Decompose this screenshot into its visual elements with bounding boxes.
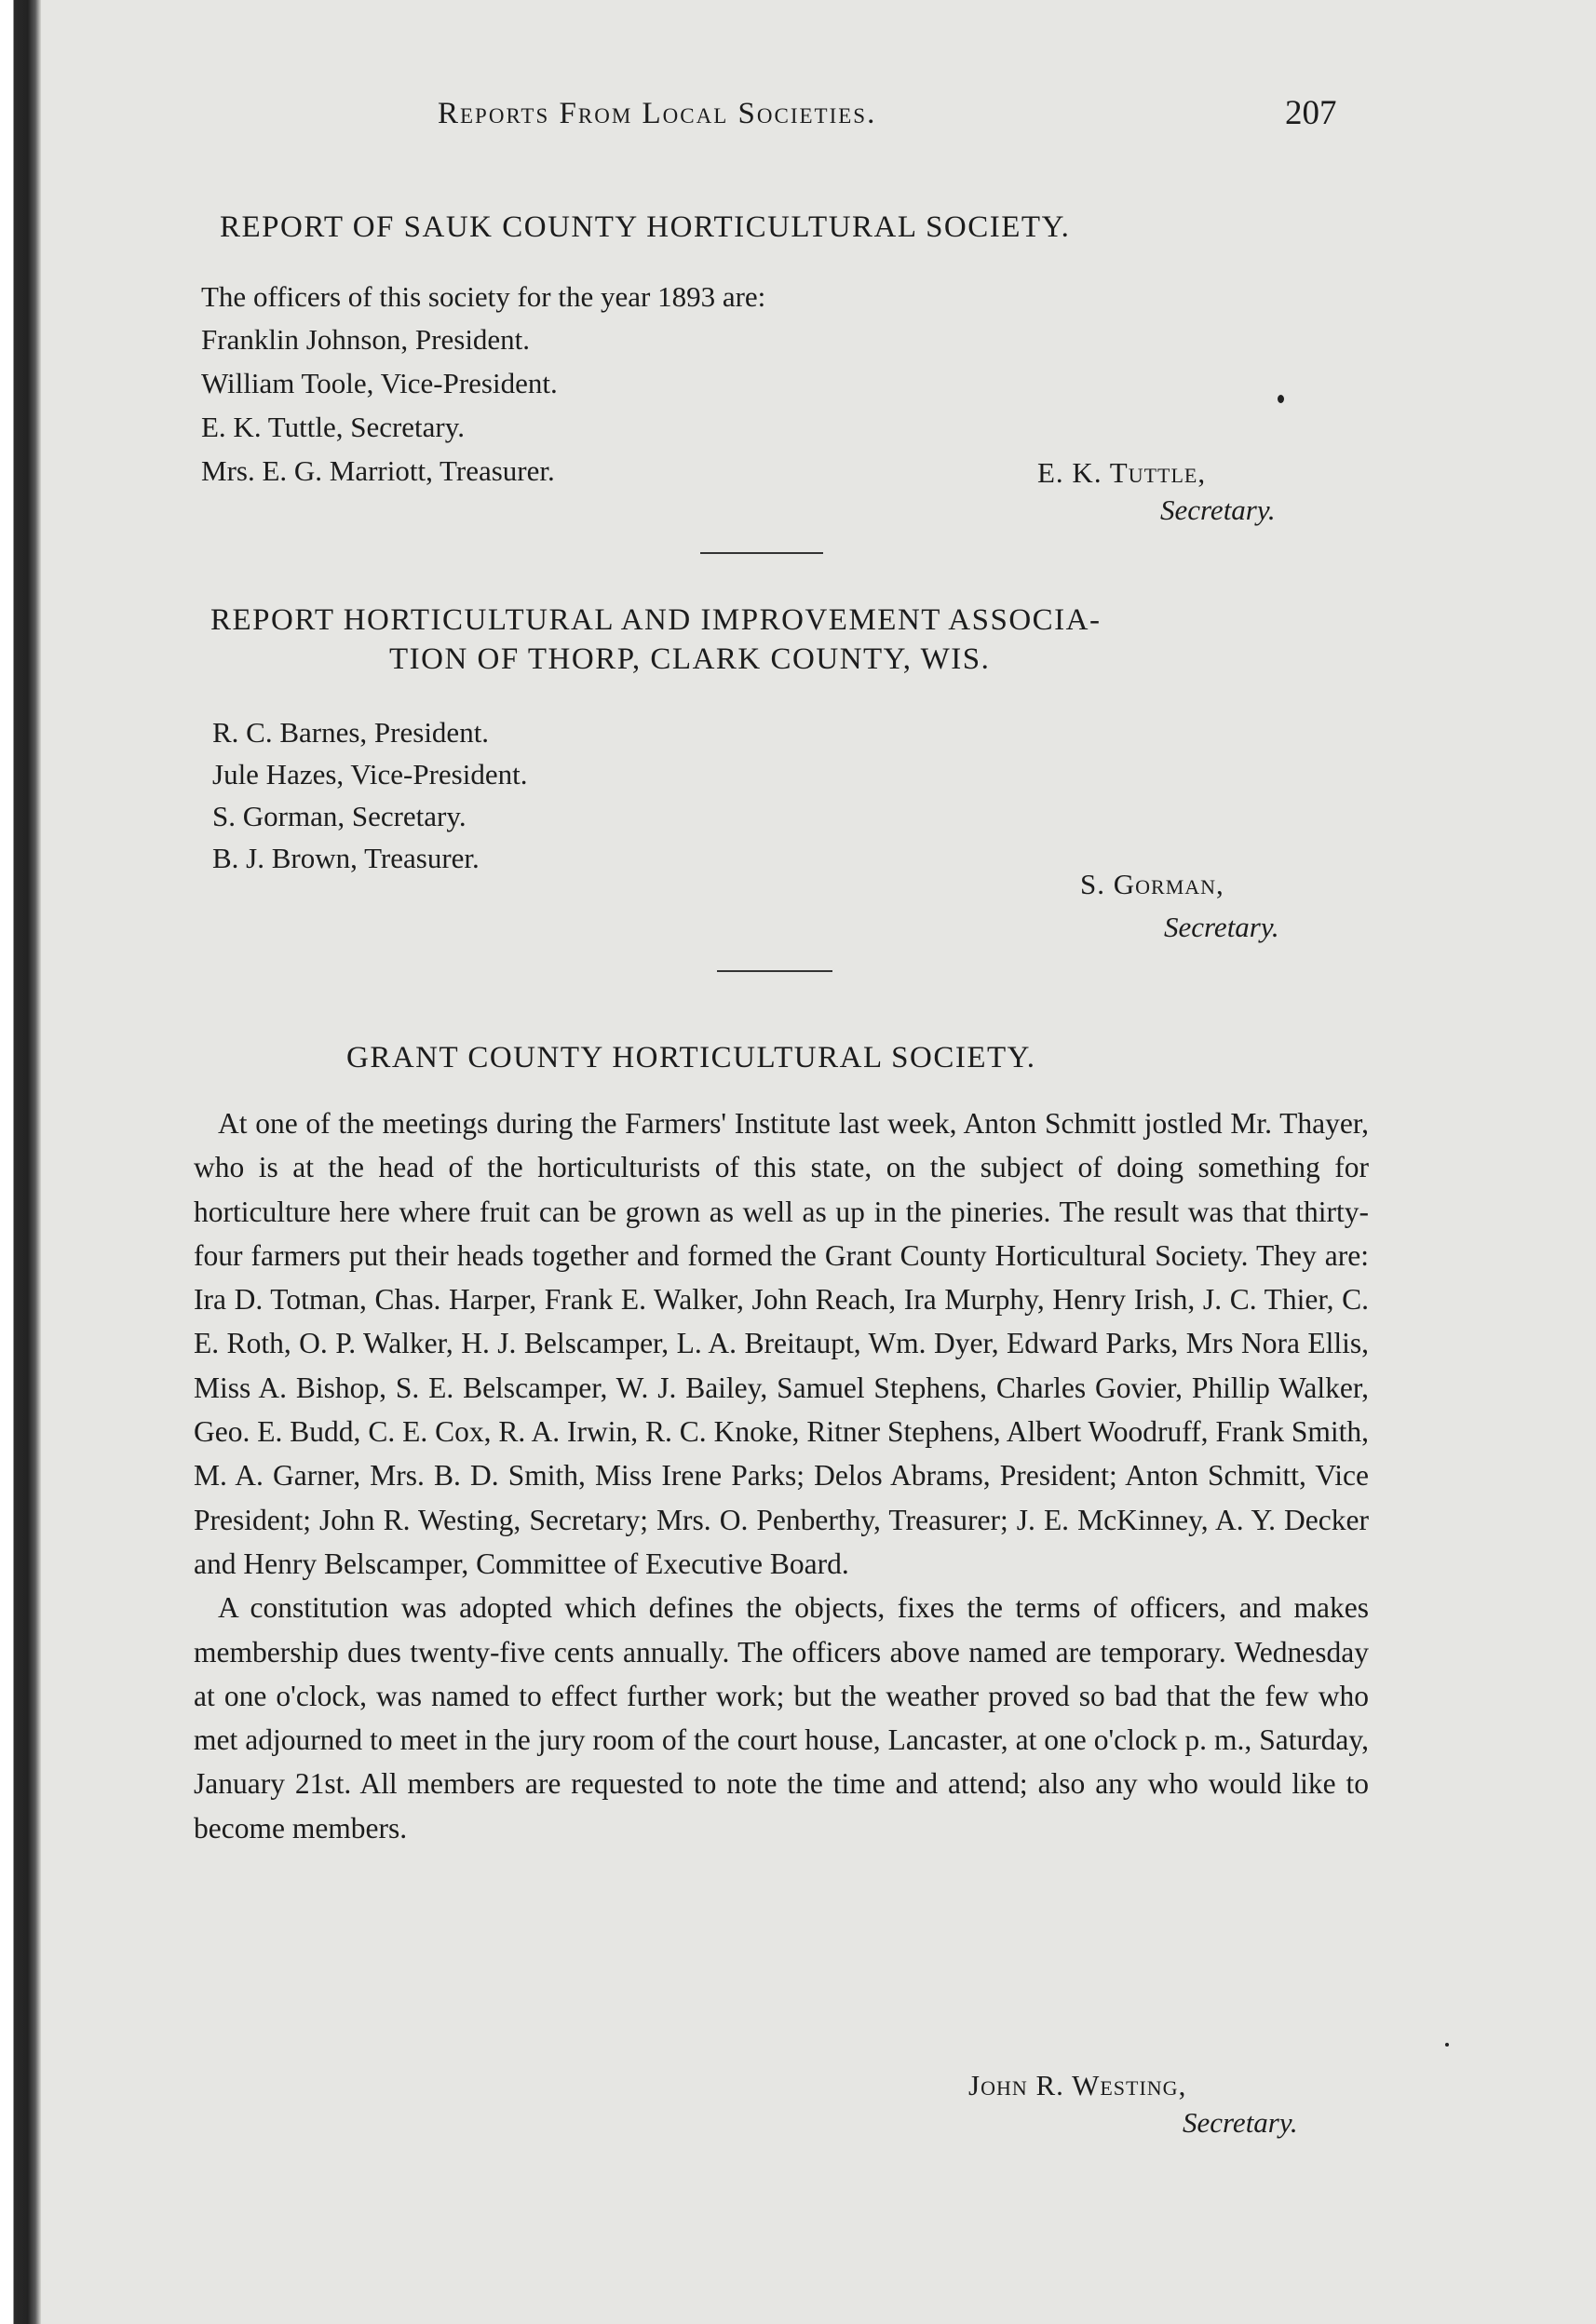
sauk-officer-treasurer: Mrs. E. G. Marriott, Treasurer.	[201, 454, 555, 487]
section-divider-rule	[717, 970, 832, 972]
grant-signature-name: John R. Westing,	[968, 2069, 1187, 2101]
thorp-officer-treasurer: B. J. Brown, Treasurer.	[212, 842, 480, 874]
grant-paragraph-2: A constitution was adopted which defines the objects, fixes the terms of officers, and makes membership dues twenty-five cents annually. The officers above named are temporary. Wednesday at one o'clock, was named to effect further work; but the weather proved so bad that the few who met adjourned to meet in the jury room of the court house, Lancaster, at one o'clock p. m., Saturday, January 21st. All members are requested to note the time and attend; also any who would like to become members.	[194, 1591, 1369, 1844]
thorp-officer-president: R. C. Barnes, President.	[212, 716, 490, 749]
thorp-signature-name: S. Gorman,	[1080, 868, 1224, 900]
running-header-title: Reports From Local Societies.	[438, 97, 877, 130]
thorp-signature-title: Secretary.	[1164, 911, 1279, 943]
grant-body-text	[194, 1101, 1369, 1850]
thorp-officer-secretary: S. Gorman, Secretary.	[212, 800, 467, 832]
section-divider-rule	[700, 552, 823, 554]
ink-speck	[1445, 2043, 1449, 2047]
sauk-report-title: REPORT OF SAUK COUNTY HORTICULTURAL SOCIETY.	[220, 210, 1071, 244]
page-number: 207	[1285, 94, 1337, 132]
grant-signature-title: Secretary.	[1183, 2106, 1298, 2139]
grant-paragraph-1: At one of the meetings during the Farmers' Institute last week, Anton Schmitt jostled Mr. Thayer, who is at the head of the horticulturists of this state, on the subject of doing something for horticulture here where fruit can be grown as well as up in the pineries. The result was that thirty-four farmers put their heads together and formed the Grant County Horticultural Society. They are: Ira D. Totman, Chas. Harper, Frank E. Walker, John Reach, Ira Murphy, Henry Irish, J. C. Thier, C. E. Roth, O. P. Walker, H. J. Belscamper, L. A. Breitaupt, Wm. Dyer, Edward Parks, Mrs Nora Ellis, Miss A. Bishop, S. E. Belscamper, W. J. Bailey, Samuel Stephens, Charles Govier, Phillip Walker, Geo. E. Budd, C. E. Cox, R. A. Irwin, R. C. Knoke, Ritner Stephens, Albert Woodruff, Frank Smith, M. A. Garner, Mrs. B. D. Smith, Miss Irene Parks; Delos Abrams, President; Anton Schmitt, Vice President; John R. Westing, Secretary; Mrs. O. Penberthy, Treasurer; J. E. McKinney, A. Y. Decker and Henry Belscamper, Committee of Executive Board.	[194, 1107, 1369, 1580]
sauk-officer-president: Franklin Johnson, President.	[201, 323, 531, 356]
grant-society-title: GRANT COUNTY HORTICULTURAL SOCIETY.	[346, 1041, 1036, 1074]
sauk-signature-title: Secretary.	[1160, 493, 1276, 526]
thorp-officer-vice-president: Jule Hazes, Vice-President.	[212, 758, 528, 790]
ink-speck	[1278, 395, 1284, 403]
sauk-signature-name: E. K. Tuttle,	[1037, 456, 1207, 489]
thorp-report-title-line1: REPORT HORTICULTURAL AND IMPROVEMENT ASSOCIA-	[210, 603, 1102, 637]
sauk-intro: The officers of this society for the year 1893 are:	[201, 280, 766, 313]
sauk-officer-vice-president: William Toole, Vice-President.	[201, 367, 558, 399]
thorp-report-title-line2: TION OF THORP, CLARK COUNTY, WIS.	[389, 642, 991, 676]
sauk-officer-secretary: E. K. Tuttle, Secretary.	[201, 411, 465, 443]
